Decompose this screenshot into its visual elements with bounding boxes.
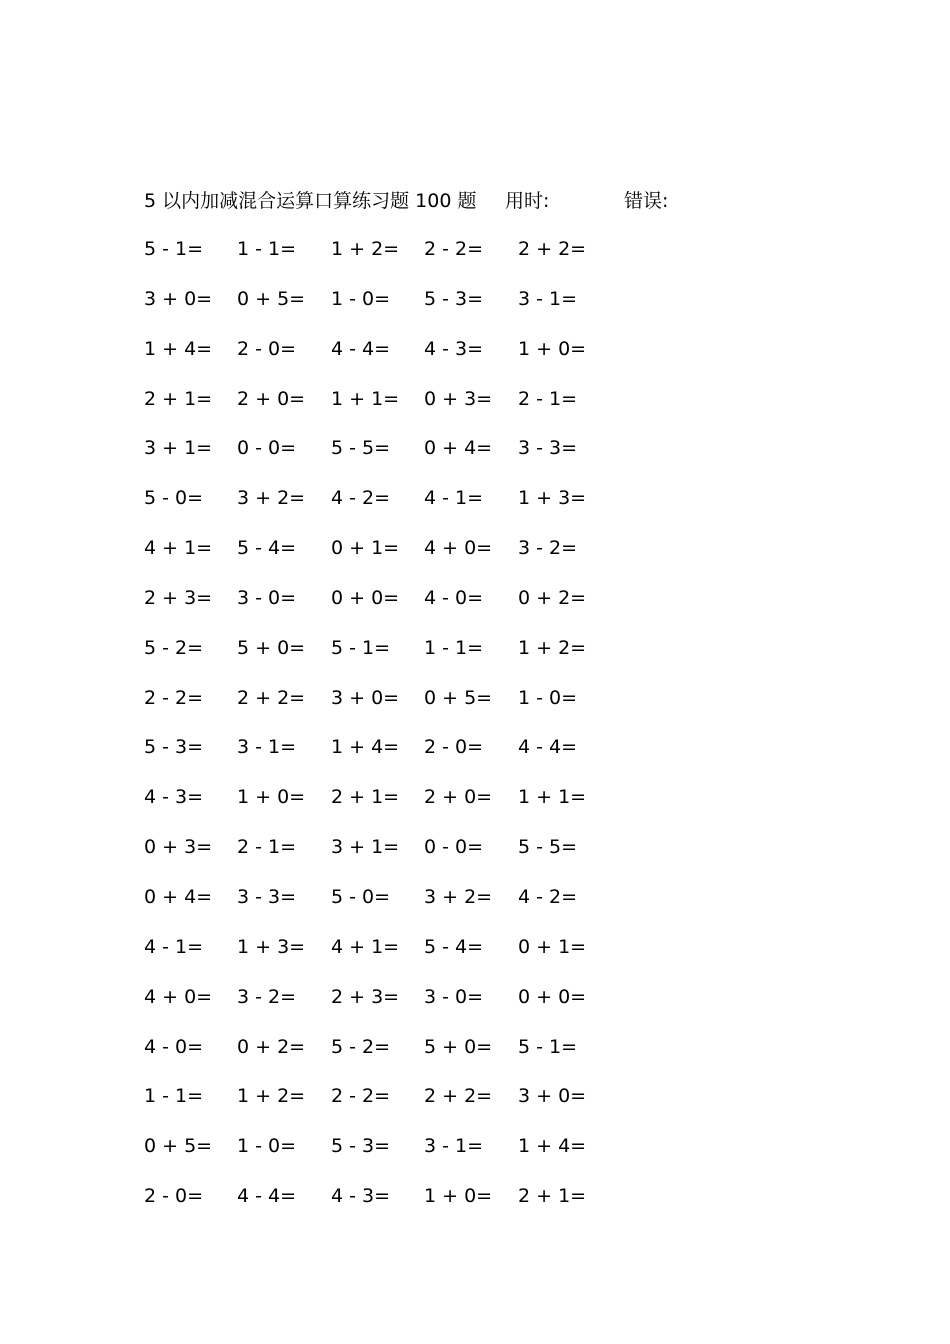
problem-item: 2 - 2= [424, 238, 484, 260]
problem-item: 1 + 3= [518, 487, 587, 510]
problem-item: 2 + 0= [237, 387, 306, 410]
problem-row [144, 433, 624, 483]
problem-row [144, 633, 624, 683]
problem-item: 3 + 0= [331, 686, 400, 709]
problem-item: 2 - 0= [424, 736, 484, 759]
problem-row [144, 384, 624, 434]
problem-row [144, 683, 624, 733]
problem-item: 3 + 1= [331, 836, 400, 859]
problem-row [144, 234, 624, 284]
problem-item: 5 - 1= [518, 1035, 578, 1058]
problem-item: 0 - 0= [424, 836, 484, 859]
problem-item: 0 + 0= [331, 586, 400, 609]
problem-item: 5 - 4= [237, 537, 297, 560]
problem-item: 4 - 0= [424, 586, 484, 609]
problem-item: 2 + 3= [331, 985, 400, 1008]
problem-item: 0 + 4= [144, 885, 213, 908]
problem-item: 0 + 3= [424, 387, 493, 410]
problem-row [144, 583, 624, 633]
problem-item: 5 - 5= [331, 437, 391, 460]
problem-item: 0 + 2= [518, 586, 587, 609]
problem-item: 1 - 1= [144, 1085, 204, 1108]
problem-item: 2 - 2= [331, 1085, 391, 1108]
problem-item: 4 - 2= [518, 885, 578, 908]
problem-item: 2 + 0= [424, 786, 493, 809]
problem-item: 5 + 0= [237, 636, 306, 659]
problem-item: 5 - 0= [144, 487, 204, 510]
problem-item: 1 + 0= [237, 786, 306, 809]
problem-item: 1 + 2= [237, 1085, 306, 1108]
problem-item: 5 + 0= [424, 1035, 493, 1058]
problem-item: 0 + 5= [144, 1135, 213, 1158]
error-count-label: 错误: [624, 190, 669, 212]
problem-item: 2 + 2= [237, 686, 306, 709]
problem-item: 3 - 1= [518, 287, 578, 310]
problem-item: 1 + 1= [518, 786, 587, 809]
problem-item: 0 + 5= [237, 287, 306, 310]
problem-row [144, 1181, 624, 1231]
problem-item: 4 + 1= [144, 537, 213, 560]
problem-item: 4 + 1= [331, 935, 400, 958]
problem-item: 4 - 4= [518, 736, 578, 759]
problem-item: 0 + 3= [144, 836, 213, 859]
problem-item: 5 - 2= [331, 1035, 391, 1058]
problem-item: 3 - 1= [237, 736, 297, 759]
problem-item: 3 + 0= [144, 287, 213, 310]
problem-item: 1 + 4= [518, 1135, 587, 1158]
problem-row [144, 1081, 624, 1131]
problem-row [144, 982, 624, 1032]
problem-item: 3 - 0= [424, 985, 484, 1008]
problem-item: 1 - 0= [518, 686, 578, 709]
problem-row [144, 284, 624, 334]
problem-item: 1 + 2= [331, 238, 400, 260]
problem-item: 5 - 1= [331, 636, 391, 659]
problem-item: 3 - 2= [518, 537, 578, 560]
problem-item: 2 - 1= [237, 836, 297, 859]
problem-item: 2 - 2= [144, 686, 204, 709]
problem-item: 2 + 1= [331, 786, 400, 809]
problem-item: 3 - 3= [518, 437, 578, 460]
problem-item: 3 - 3= [237, 885, 297, 908]
problem-item: 4 + 0= [424, 537, 493, 560]
problem-item: 2 + 3= [144, 586, 213, 609]
problem-item: 3 - 0= [237, 586, 297, 609]
problem-item: 4 - 3= [144, 786, 204, 809]
problem-item: 1 + 0= [518, 337, 587, 360]
problem-item: 2 - 0= [237, 337, 297, 360]
problem-row [144, 832, 624, 882]
problem-item: 1 - 1= [237, 238, 297, 260]
time-used-label: 用时: [505, 190, 550, 212]
worksheet-header [144, 186, 844, 216]
problem-item: 5 - 2= [144, 636, 204, 659]
problem-row [144, 483, 624, 533]
problem-item: 0 + 0= [518, 985, 587, 1008]
problem-item: 1 + 4= [331, 736, 400, 759]
problem-row [144, 1032, 624, 1082]
problem-item: 4 - 1= [144, 935, 204, 958]
problem-item: 0 + 4= [424, 437, 493, 460]
problem-row [144, 334, 624, 384]
problem-item: 2 + 2= [424, 1085, 493, 1108]
problem-item: 4 - 2= [331, 487, 391, 510]
problem-row [144, 882, 624, 932]
problem-item: 0 + 5= [424, 686, 493, 709]
problem-item: 3 - 2= [237, 985, 297, 1008]
problem-item: 5 - 4= [424, 935, 484, 958]
problem-item: 1 - 0= [331, 287, 391, 310]
problem-item: 2 + 1= [144, 387, 213, 410]
problem-item: 5 - 3= [424, 287, 484, 310]
problem-item: 1 + 2= [518, 636, 587, 659]
problem-item: 0 - 0= [237, 437, 297, 460]
problem-item: 4 - 4= [237, 1185, 297, 1208]
problem-item: 5 - 3= [144, 736, 204, 759]
problem-item: 4 + 0= [144, 985, 213, 1008]
problem-item: 0 + 1= [331, 537, 400, 560]
problem-item: 2 + 2= [518, 238, 587, 260]
problem-item: 1 + 3= [237, 935, 306, 958]
problem-item: 2 - 0= [144, 1185, 204, 1208]
problem-item: 4 - 1= [424, 487, 484, 510]
problem-item: 5 - 1= [144, 238, 204, 260]
problem-item: 3 - 1= [424, 1135, 484, 1158]
problem-item: 2 - 1= [518, 387, 578, 410]
problem-item: 5 - 0= [331, 885, 391, 908]
problem-item: 4 - 3= [331, 1185, 391, 1208]
problem-item: 3 + 2= [237, 487, 306, 510]
problem-item: 5 - 5= [518, 836, 578, 859]
problem-item: 4 - 3= [424, 337, 484, 360]
problem-item: 0 + 2= [237, 1035, 306, 1058]
problem-item: 1 - 1= [424, 636, 484, 659]
problem-item: 1 + 4= [144, 337, 213, 360]
problem-item: 0 + 1= [518, 935, 587, 958]
problem-row [144, 782, 624, 832]
problem-item: 3 + 2= [424, 885, 493, 908]
problem-item: 5 - 3= [331, 1135, 391, 1158]
problem-grid [144, 234, 624, 1231]
problem-item: 1 + 0= [424, 1185, 493, 1208]
problem-item: 3 + 1= [144, 437, 213, 460]
problem-item: 4 - 4= [331, 337, 391, 360]
problem-item: 2 + 1= [518, 1185, 587, 1208]
problem-row [144, 1131, 624, 1181]
problem-item: 4 - 0= [144, 1035, 204, 1058]
problem-item: 3 + 0= [518, 1085, 587, 1108]
worksheet-title: 5 以内加减混合运算口算练习题 100 题 [144, 190, 477, 212]
problem-row [144, 533, 624, 583]
problem-item: 1 - 0= [237, 1135, 297, 1158]
problem-item: 1 + 1= [331, 387, 400, 410]
problem-row [144, 932, 624, 982]
problem-row [144, 732, 624, 782]
